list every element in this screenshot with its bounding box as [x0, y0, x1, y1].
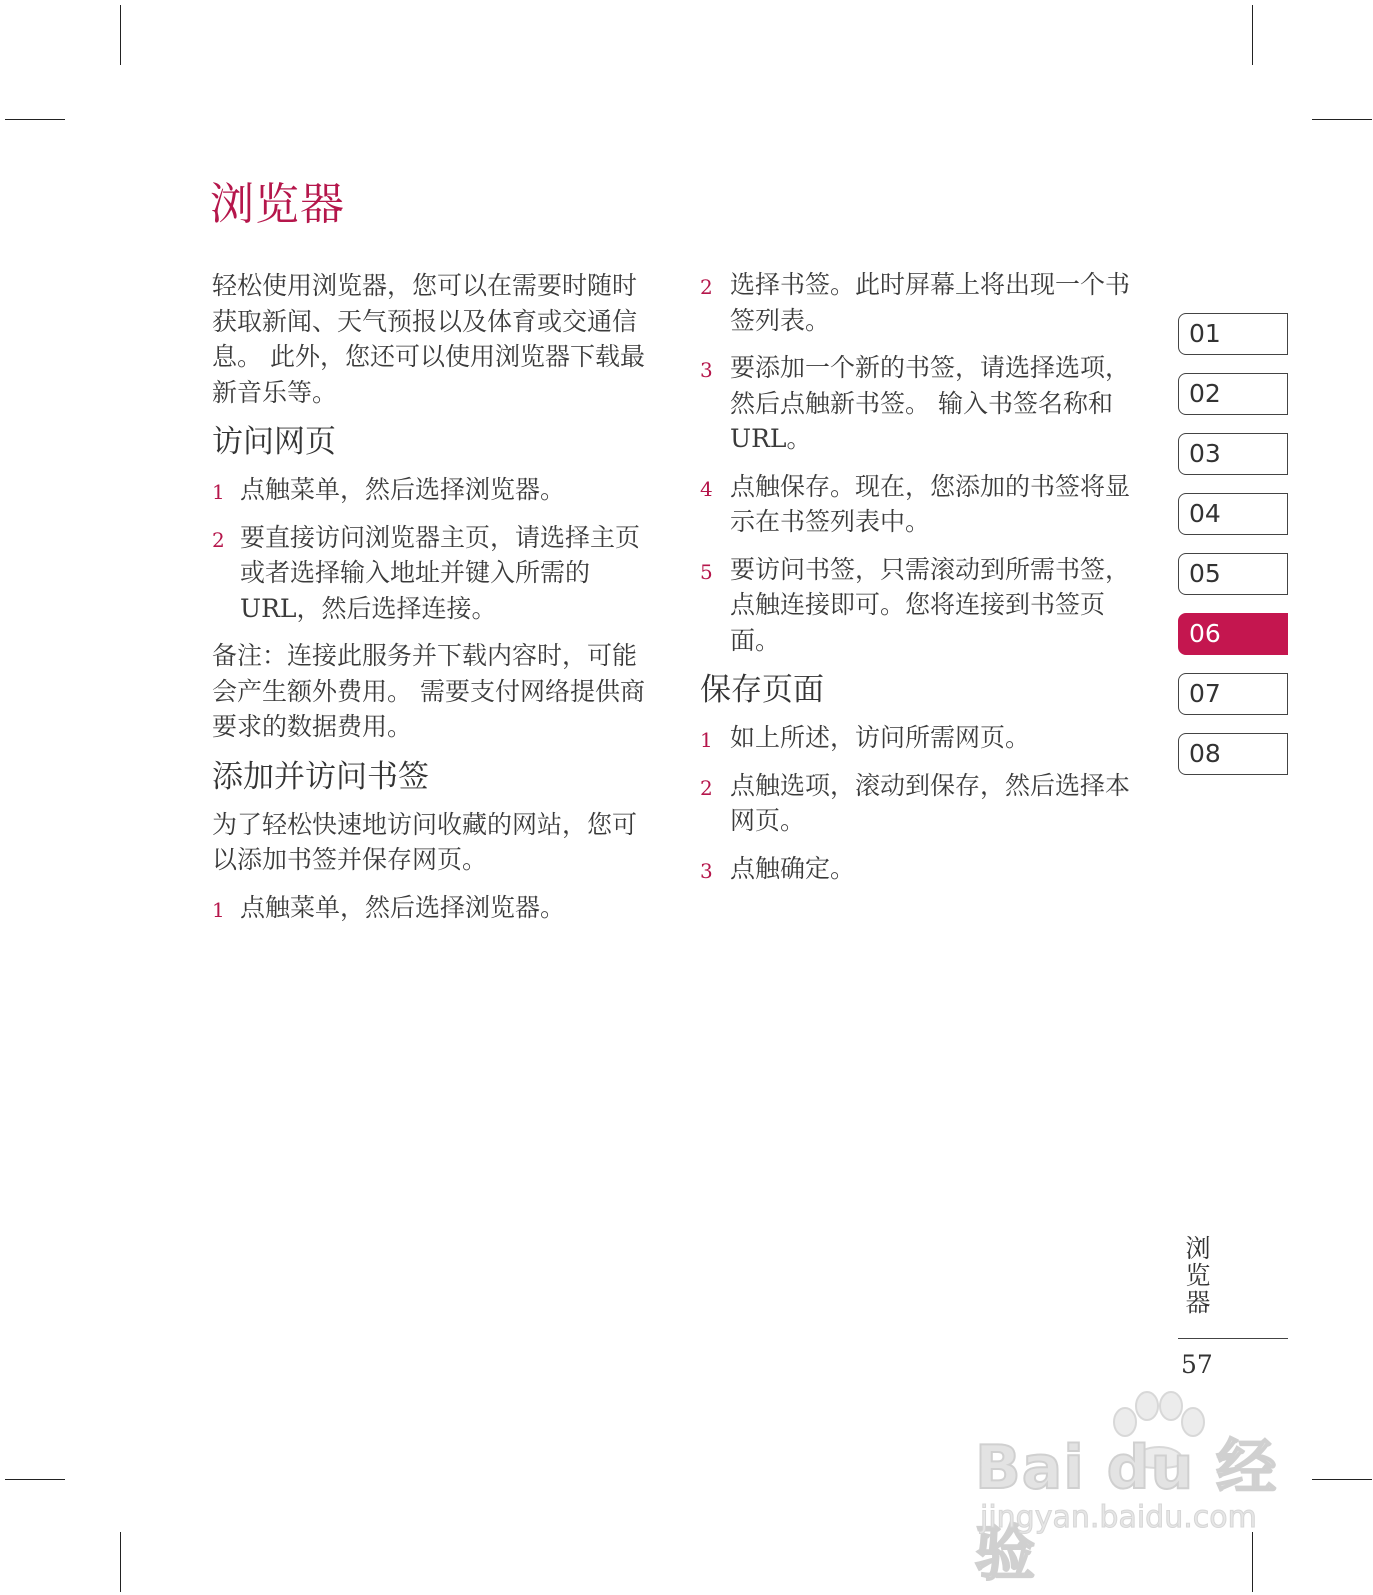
crop-mark: [1312, 1479, 1372, 1480]
chapter-tab-08[interactable]: 08: [1178, 733, 1288, 775]
watermark-url: jingyan.baidu.com: [980, 1500, 1257, 1535]
side-divider: [1178, 1338, 1288, 1339]
list-item: [700, 267, 1145, 338]
list-item: [700, 469, 1145, 540]
step-text: 选择书签。此时屏幕上将出现一个书签列表。: [730, 270, 1131, 335]
save-steps: [700, 720, 1145, 886]
step-text: 点触选项，滚动到保存，然后选择本网页。: [730, 770, 1131, 835]
step-text: 要添加一个新的书签，请选择选项，然后点触新书签。 输入书签名称和 URL。: [730, 353, 1131, 453]
list-item: [212, 890, 657, 926]
list-item: [212, 472, 657, 508]
list-item: [700, 720, 1145, 756]
step-text: 点触保存。现在，您添加的书签将显示在书签列表中。: [730, 471, 1131, 536]
baidu-watermark: [975, 1390, 1295, 1589]
step-text: 如上所述，访问所需网页。: [730, 723, 1031, 752]
bookmarks-heading: 添加并访问书签: [212, 758, 429, 795]
chapter-tab-01[interactable]: 01: [1178, 313, 1288, 355]
crop-mark: [120, 5, 121, 65]
list-item: [212, 520, 657, 627]
list-item: [700, 768, 1145, 839]
list-item: [700, 350, 1145, 457]
visit-heading: 访问网页: [212, 424, 336, 460]
step-text: 点触菜单，然后选择浏览器。: [240, 892, 566, 922]
save-heading: 保存页面: [700, 672, 824, 708]
chapter-tab-03[interactable]: 03: [1178, 433, 1288, 475]
step-number: 2: [212, 527, 225, 552]
step-text: 要直接访问浏览器主页，请选择主页或者选择输入地址并键入所需的URL，然后选择连接。: [240, 522, 641, 623]
visit-steps: [212, 472, 657, 626]
step-text: 点触确定。: [730, 853, 856, 883]
step-number: 1: [212, 897, 225, 922]
page-number: 57: [1181, 1350, 1213, 1379]
bookmarks-intro: 为了轻松快速地访问收藏的网站，您可以添加书签并保存网页。: [212, 809, 638, 874]
step-number: 2: [700, 275, 713, 299]
step-number: 5: [700, 559, 713, 584]
step-number: 1: [700, 728, 713, 752]
chapter-tab-05[interactable]: 05: [1178, 553, 1288, 595]
side-section-label: 浏览器: [1182, 1235, 1211, 1316]
chapter-tab-04[interactable]: 04: [1178, 493, 1288, 535]
step-number: 4: [700, 476, 713, 501]
step-text: 要访问书签，只需滚动到所需书签，点触连接即可。您将连接到书签页面。: [730, 554, 1131, 655]
chapter-tab-07[interactable]: 07: [1178, 673, 1288, 715]
bookmarks-steps-part1: [212, 890, 657, 926]
intro-paragraph: 轻松使用浏览器，您可以在需要时随时获取新闻、天气预报以及体育或交通信息。 此外，您还可以使用浏览器下载最新音乐等。: [212, 271, 645, 407]
crop-mark: [1312, 119, 1372, 120]
crop-mark: [5, 1479, 65, 1480]
page-title: 浏览器: [210, 179, 345, 230]
left-column: [212, 268, 657, 937]
step-number: 3: [700, 858, 713, 883]
chapter-tab-06[interactable]: 06: [1178, 613, 1288, 655]
right-column: [700, 267, 1145, 898]
step-number: 3: [700, 358, 713, 382]
step-text: 点触菜单，然后选择浏览器。: [240, 475, 566, 504]
crop-mark: [5, 119, 65, 120]
step-number: 1: [212, 480, 225, 504]
crop-mark: [1252, 5, 1253, 65]
list-item: [700, 851, 1145, 887]
chapter-nav: [1178, 313, 1288, 793]
chapter-tab-02[interactable]: 02: [1178, 373, 1288, 415]
step-number: 2: [700, 775, 713, 800]
watermark-logo: Bai du 经验: [975, 1433, 1278, 1589]
bookmarks-steps-part2: [700, 267, 1145, 658]
crop-mark: [120, 1532, 121, 1592]
note-paragraph: 备注：连接此服务并下载内容时，可能会产生额外费用。 需要支付网络提供商要求的数据费用。: [212, 641, 645, 741]
list-item: [700, 552, 1145, 659]
